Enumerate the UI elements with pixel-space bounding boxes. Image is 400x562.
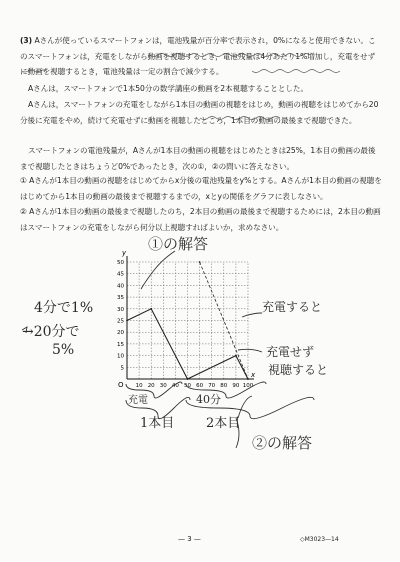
x-axis-label: x (251, 371, 256, 379)
y-tick-label: 20 (117, 330, 124, 337)
answer-2-label: ②の解答 (252, 434, 313, 452)
chart-axes (118, 249, 256, 389)
page-number: — 3 — (178, 535, 201, 543)
x-tick-label: 20 (147, 383, 155, 389)
no-charge-label-1: 充電せず (266, 345, 315, 359)
brace-40min-label: 40分 (196, 393, 221, 406)
brace-second-video-label: 2本目 (206, 416, 241, 431)
x-tick-label: 50 (184, 383, 191, 389)
data-point (126, 320, 128, 322)
x-tick-label: 60 (196, 383, 204, 389)
note-rate-5pct: 5% (52, 342, 75, 358)
problem-paragraph-1: Aさんが使っているスマートフォンは，電池残量が百分率で表示され，0%になると使用できない。このスマートフォンは，充電をしながら動画を視聴するとき，電池残量は4分あたり1%増加し，充電をせずに動画を視聴するとき，電池残量は一定の割合で減少する。 (20, 36, 376, 77)
y-tick-label: 30 (117, 306, 124, 313)
data-point (199, 261, 201, 263)
x-tick-label: 10 (135, 383, 143, 389)
question-1: ① Aさんが1本目の動画の視聴をはじめてからx分後の電池残量をy%とする。Aさんが1本目の動画の視聴をはじめてから1本目の動画の最後まで視聴するまでの，xとyの関係をグラフに表しなさい。 (20, 176, 382, 201)
y-tick-label: 5 (120, 365, 124, 372)
note-rate-4min: 4分で1% (34, 300, 94, 316)
x-tick-label: 70 (208, 383, 216, 389)
note-arrow-20min: →20分で (22, 324, 80, 340)
data-point (235, 355, 237, 357)
problem-paragraph-2: Aさんは，スマートフォンで1本50分の数学講座の動画を2本視聴することとした。 (28, 84, 308, 93)
y-tick-label: 15 (117, 341, 124, 348)
y-tick-label: 10 (117, 353, 124, 360)
y-tick-label: 25 (117, 318, 124, 325)
y-tick-label: 35 (117, 295, 124, 302)
y-tick-label: 40 (117, 283, 124, 290)
x-tick-label: 30 (159, 383, 167, 389)
chart-grid (127, 262, 248, 379)
charge-label: 充電すると (262, 300, 323, 314)
problem-paragraph-3: Aさんは，スマートフォンの充電をしながら1本目の動画の視聴をはじめ，動画の視聴をはじめてから20分後に充電をやめ，続けて充電せずに動画を視聴したところ，1本目の動画の最後まで視聴できた。 (20, 100, 379, 125)
origin-label: O (118, 381, 124, 389)
x-tick-label: 100 (242, 383, 254, 389)
no-charge-label-2: 視聴すると (268, 363, 329, 377)
problem-number: (3) (20, 36, 33, 45)
series-line (236, 356, 248, 379)
chart-tick-labels (117, 260, 254, 389)
x-tick-label: 90 (232, 383, 240, 389)
question-2: ② Aさんが1本目の動画の最後まで視聴したのち，2本目の動画の最後まで視聴するためには，2本目の動画はスマートフォンの充電をしながら何分以上視聴すればよいか，求めなさい。 (20, 207, 381, 232)
document-code: ◇M3023—14 (300, 536, 339, 543)
x-tick-label: 80 (220, 383, 228, 389)
answer-1-label: ①の解答 (148, 235, 209, 253)
problem-paragraph-4: スマートフォンの電池残量が，Aさんが1本目の動画の視聴をはじめたときは25%，1本目の動画の最後まで視聴したときはちょうど0%であったとき，次の①，②の問いに答えなさい。 (20, 146, 376, 171)
brace-first-video-label: 1本目 (140, 416, 175, 431)
data-point (187, 378, 189, 380)
data-point (150, 308, 152, 310)
y-tick-label: 45 (117, 271, 124, 278)
brace-charge-label: 充電 (128, 395, 148, 406)
x-tick-label: 40 (171, 383, 179, 389)
y-tick-label: 50 (117, 260, 124, 266)
data-point (247, 378, 249, 380)
y-axis-label: y (122, 249, 127, 257)
